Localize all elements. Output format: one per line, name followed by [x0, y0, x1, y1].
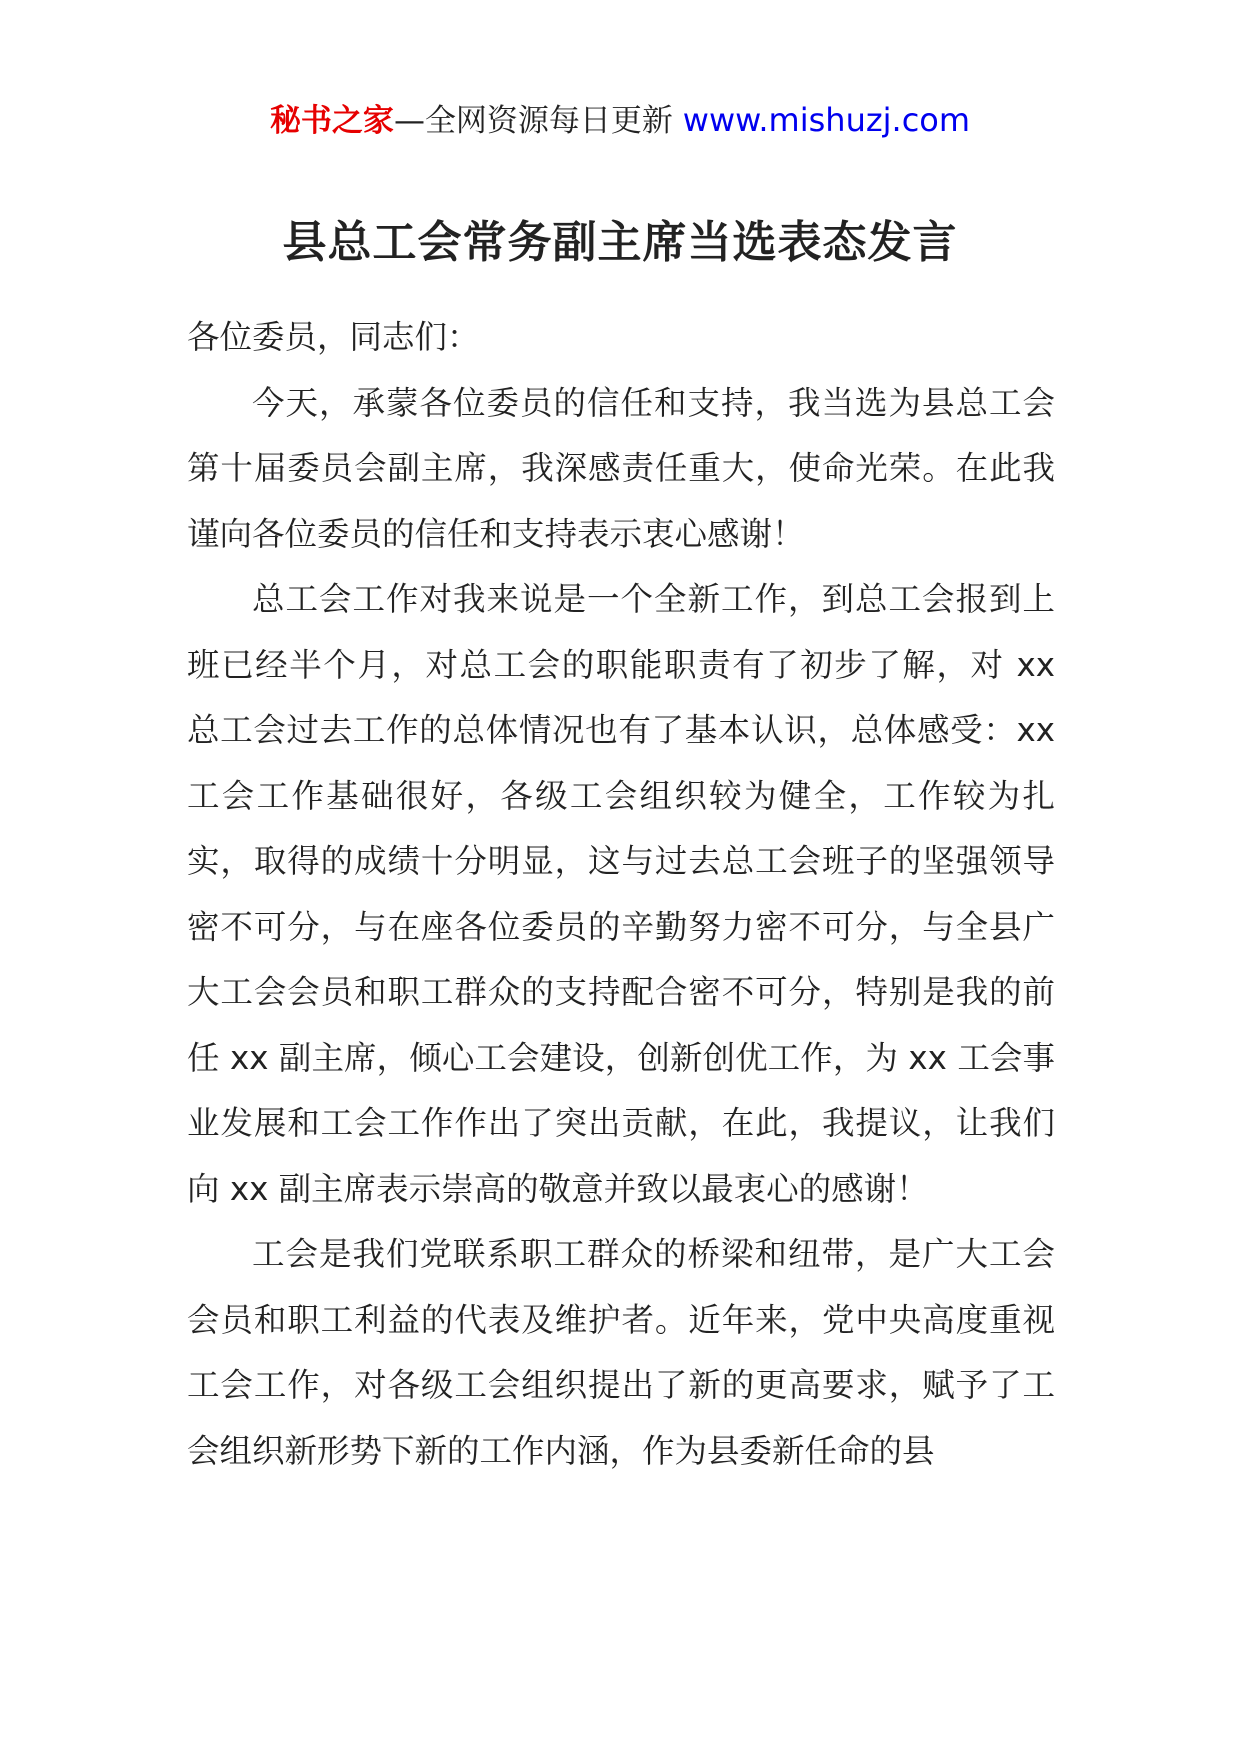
document-body — [187, 305, 1055, 1484]
site-brand: 秘书之家 — [269, 103, 394, 139]
paragraph-3: 工会是我们党联系职工群众的桥梁和纽带，是广大工会会员和职工利益的代表及维护者。近年来，党中央高度重视工会工作，对各级工会组织提出了新的更高要求，赋予了工会组织新形势下新的工作内涵，作为县委新任命的县 — [187, 1235, 1055, 1470]
site-slogan: —全网资源每日更新 — [393, 103, 673, 139]
document-title: 县总工会常务副主席当选表态发言 — [282, 217, 958, 268]
site-header — [0, 100, 1240, 141]
paragraph-1: 今天，承蒙各位委员的信任和支持，我当选为县总工会第十届委员会副主席，我深感责任重大，使命光荣。在此我谨向各位委员的信任和支持表示衷心感谢！ — [187, 383, 1055, 553]
paragraph-2: 总工会工作对我来说是一个全新工作，到总工会报到上班已经半个月，对总工会的职能职责有了初步了解，对 xx 总工会过去工作的总体情况也有了基本认识，总体感受：xx 工会工作基础很好，各级工会组织较为健全，工作较为扎实，取得的成绩十分明显，这与过去总工会班子的坚强领导密不可分，与在座各位委员的辛勤努力密不可分，与全县广大工会会员和职工群众的支持配合密不可分，特别是我的前任 xx 副主席，倾心工会建设，创新创优工作，为 xx 工会事业发展和工会工作作出了突出贡献，在此，我提议，让我们向 xx 副主席表示崇高的敬意并致以最衷心的感谢！ — [187, 580, 1055, 1208]
salutation: 各位委员，同志们： — [187, 318, 480, 356]
site-url-link[interactable]: www.mishuzj.com — [682, 101, 971, 139]
